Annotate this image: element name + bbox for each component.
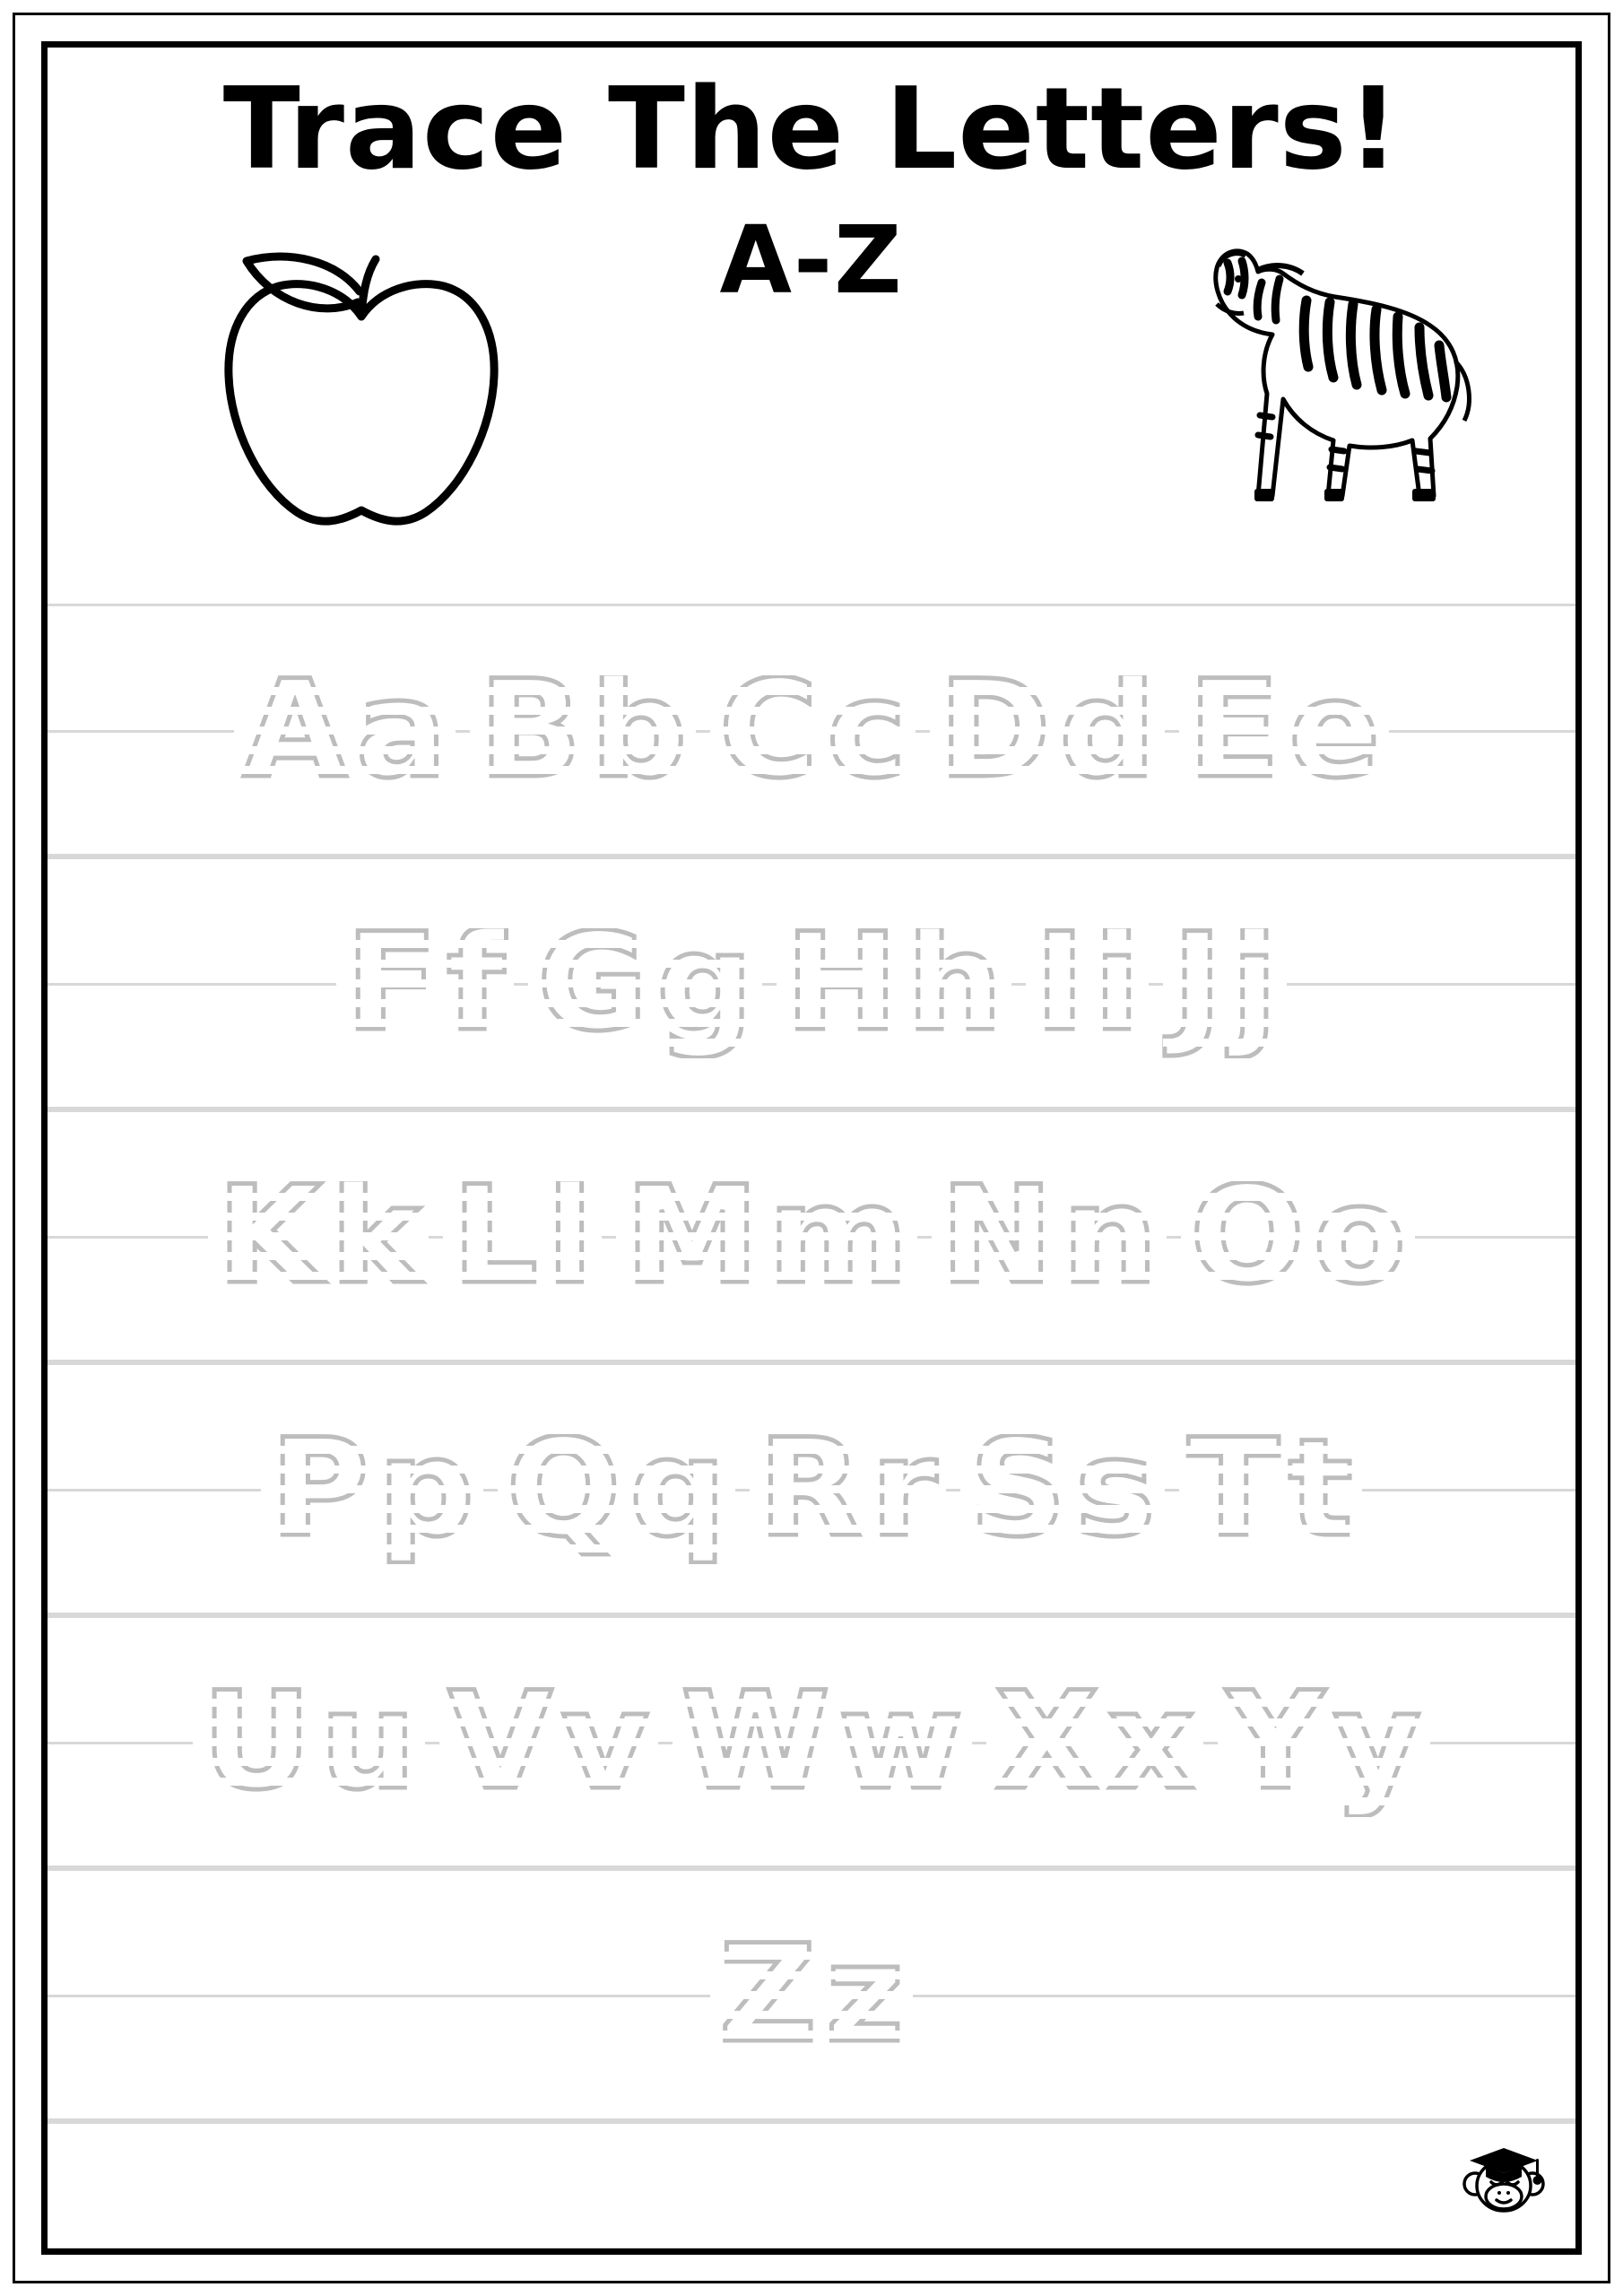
trace-letter-uppercase: W [681,1664,830,1820]
dash-overlay [336,889,514,1086]
tracing-row [48,1362,1575,1615]
trace-letter-lowercase: k [330,1158,421,1314]
trace-letter-lowercase: d [1059,652,1156,808]
dash-overlay [930,636,1165,833]
dash-overlay [1179,636,1389,833]
dash-overlay [470,636,696,833]
dash-overlay [960,1395,1164,1592]
trace-letter-lowercase: f [446,905,506,1061]
trace-letter-uppercase: X [994,1664,1099,1820]
dash-overlay [1163,889,1286,1086]
dash-overlay [234,636,456,833]
dash-overlay [1181,1142,1415,1339]
tracing-row [48,1109,1575,1362]
trace-letter-uppercase: A [242,652,348,808]
trace-letter-uppercase: L [452,1158,538,1314]
dash-overlay [986,1648,1203,1845]
trace-letter-uppercase: O [1190,1158,1305,1314]
trace-letter-uppercase: Z [718,1917,817,2073]
dash-overlay [443,1142,602,1339]
trace-letter-uppercase: K [217,1158,322,1314]
worksheet-header [48,48,1575,604]
trace-letter-lowercase: g [656,905,753,1061]
tracing-sheet [48,604,1575,2248]
rule-line [48,857,1575,859]
trace-letter-uppercase: Q [506,1411,621,1567]
dash-overlay [208,1142,429,1339]
trace-letter-uppercase: R [758,1411,863,1567]
trace-letter-uppercase: M [625,1158,759,1314]
rule-line [48,1109,1575,1112]
trace-letter-lowercase: h [907,905,1003,1061]
trace-letter-lowercase: n [1062,1158,1159,1314]
trace-letter-uppercase: H [785,905,898,1061]
dash-overlay [528,889,762,1086]
trace-letter-uppercase: T [1187,1411,1280,1567]
trace-letter-lowercase: y [1332,1664,1421,1820]
dash-overlay [777,889,1011,1086]
dash-overlay [261,1395,482,1592]
trace-letter-uppercase: V [447,1664,553,1820]
tracing-row [48,604,1575,857]
rule-line [48,1868,1575,1871]
trace-letter-lowercase: v [561,1664,649,1820]
rule-line [48,1615,1575,1618]
trace-letter-uppercase: J [1172,905,1223,1061]
rule-line [48,1489,1575,1492]
dash-overlay [616,1142,917,1339]
trace-letter-lowercase: t [1288,1411,1353,1567]
trace-letter-lowercase: j [1231,905,1278,1061]
trace-letter-uppercase: Y [1227,1664,1324,1820]
rule-line [48,1995,1575,1997]
tracing-row [48,1615,1575,1868]
rule-line [48,983,1575,986]
trace-letter-lowercase: a [356,652,447,808]
trace-letter-lowercase: u [320,1664,416,1820]
trace-letter-lowercase: z [825,1917,905,2073]
page-title: Trace The Letters! [222,63,1401,195]
trace-letter-lowercase: p [378,1411,474,1567]
worksheet-content [48,48,1575,2248]
graduation-monkey-logo-icon [1455,2128,1552,2225]
trace-letter-uppercase: G [537,905,648,1061]
trace-letter-lowercase: b [590,652,687,808]
tracing-row [48,857,1575,1109]
rule-line [48,2121,1575,2124]
dash-overlay [498,1395,735,1592]
trace-letter-lowercase: l [546,1158,594,1314]
trace-letter-lowercase: i [1093,905,1141,1061]
rule-line [48,1236,1575,1239]
trace-letter-lowercase: r [871,1411,938,1567]
dash-overlay [193,1648,425,1845]
trace-letter-lowercase: c [827,652,907,808]
dash-overlay [1179,1395,1362,1592]
trace-letter-uppercase: F [345,905,438,1061]
zebra-illustration-icon [1172,227,1495,541]
trace-letter-lowercase: q [629,1411,726,1567]
trace-letter-uppercase: E [1187,652,1280,808]
trace-letter-uppercase: P [270,1411,369,1567]
trace-letter-uppercase: U [202,1664,312,1820]
trace-letter-uppercase: B [479,652,582,808]
trace-letter-uppercase: S [969,1411,1067,1567]
trace-letter-uppercase: D [938,652,1051,808]
dash-overlay [932,1142,1167,1339]
rule-line [48,604,1575,606]
trace-letter-uppercase: N [940,1158,1054,1314]
rule-line [48,1742,1575,1744]
tracing-row [48,1868,1575,2121]
rule-line [48,1362,1575,1365]
dash-overlay [1218,1648,1429,1845]
trace-letter-lowercase: m [768,1158,908,1314]
tracing-row-blank [48,2121,1575,2248]
trace-letter-uppercase: I [1035,905,1085,1061]
dash-overlay [710,1900,913,2098]
dash-overlay [439,1648,658,1845]
dash-overlay [673,1648,972,1845]
apple-outline-icon [209,236,514,532]
trace-letter-lowercase: e [1289,652,1381,808]
rule-line [48,730,1575,733]
dash-overlay [1026,889,1149,1086]
trace-letter-lowercase: o [1313,1158,1406,1314]
trace-letter-uppercase: C [718,652,819,808]
dash-overlay [750,1395,947,1592]
dash-overlay [710,636,916,833]
trace-letter-lowercase: x [1107,1664,1195,1820]
page-subtitle: A-Z [719,205,904,315]
trace-letter-lowercase: s [1075,1411,1156,1567]
trace-letter-lowercase: w [838,1664,963,1820]
